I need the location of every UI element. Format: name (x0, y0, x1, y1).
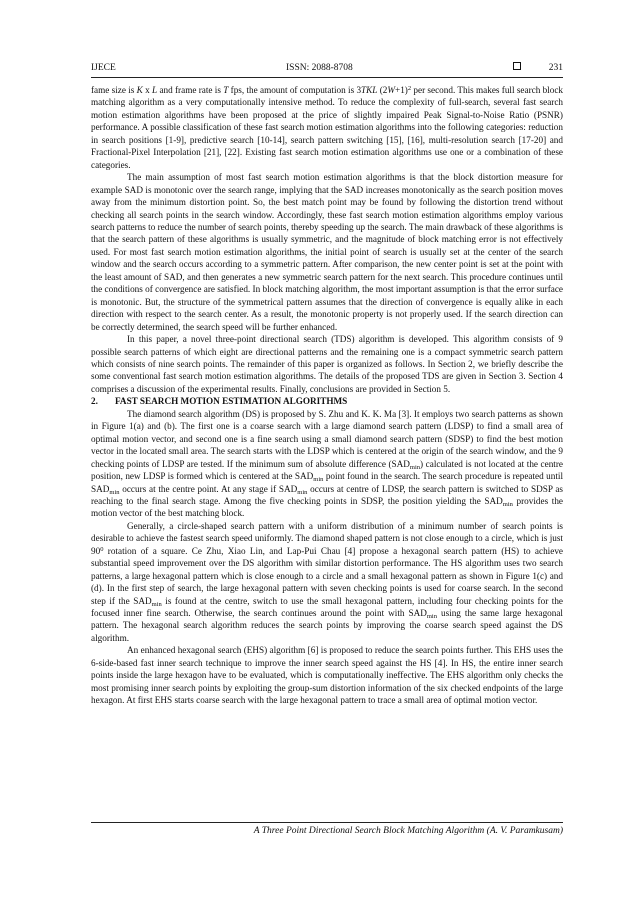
section2-paragraph-1: The diamond search algorithm (DS) is proposed by S. Zhu and K. K. Ma [3]. It employs two search patterns as shown in Figure 1(a) and (b). The first one is a coarse search with a large diamond search pattern (LDSP) to find a small area of optimal motion vector, and second one is a fine search using a small diamond search pattern (SDSP) to find the best motion vector in the located small area. The search starts with the LDSP which is centered at the origin of the search window, and the 9 checking points of LDSP are tested. If the minimum sum of absolute difference $(SAD_{min})$ calculated is not located at the centre position, new LDSP is formed which is centered at the $SAD_{min}$ point found in the search. The search procedure is repeated until $SAD_{min}$ occurs at the centre point. At any stage if $SAD_{min}$ occurs at centre of LDSP, the search pattern is switched to SDSP as reaching to the final search stage. Among the five checking points in SDSP, the position yielding the $SAD_{min}$ provides the motion vector of the best matching block. (91, 408, 564, 519)
intro-paragraph-3: In this paper, a novel three-point directional search (TDS) algorithm is developed. This algorithm consists of 9 possible search patterns of which eight are directional patterns and the remaining one is a compact symmetric search pattern which consists of nine search points. The remainder of this paper is organized as follows. In Section 2, we briefly describe the some conventional fast search motion estimation algorithms. The details of the proposed TDS are given in Section 3. Section 4 comprises a discussion of the experimental results. Finally, conclusions are provided in Section 5. (91, 334, 563, 394)
intro-paragraph-1: fame size is K x L and frame rate is T fps, the amount of computation is 3TKL $(2W+1)^2$ per second. This makes full search block matching algorithm as a very computationally intensive method. To reduce the complexity of full-search, several fast search motion estimation algorithms have been proposed at the price of slightly impaired Peak Signal-to-Noise Ratio (PSNR) performance. A possible classification of these fast search motion estimation algorithms into the following categories: reduction in search positions [1-9], predictive search [10-14], search pattern switching [15], [16], multi-resolution search [17-20] and Fractional-Pixel Interpolation [21], [22]. Existing fast search motion estimation algorithms use one or a combination of these categories. (91, 85, 564, 170)
section2-paragraph-2: Generally, a circle-shaped search pattern with a uniform distribution of a minimum number of search points is desirable to achieve the fastest search speed uniformly. The diamond shaped pattern is not close enough to a circle, which is just $90^0$ rotation of a square. Ce Zhu, Xiao Lin, and Lap-Pui Chau [4] propose a hexagonal search pattern (HS) to achieve substantial speed improvement over the DS algorithm with similar distortion performance. The HS algorithm uses two search patterns, a large hexagonal pattern which is close enough to a circle and a small hexagonal pattern as shown in Figure 1(c) and (d). In the first step of search, the large hexagonal pattern with seven checking points is used for coarse search. In the second step if the $SAD_{min}$ is found at the centre, switch to use the small hexagonal pattern, including four checking points for the focused inner fine search. Otherwise, the search continues around the point with $SAD_{min}$ using the same large hexagonal pattern. The hexagonal search algorithm reduces the search points by improving the coarse search speed against the DS algorithm. (91, 520, 564, 643)
page-number: 231 (548, 63, 563, 73)
issn: ISSN: 2088-8708 (286, 63, 353, 73)
journal-name: IJECE (91, 63, 116, 73)
running-footer: A Three Point Directional Search Block Matching Algorithm (A. V. Paramkusam) (253, 826, 563, 836)
running-header (91, 61, 563, 75)
section2-paragraph-3: An enhanced hexagonal search (EHS) algorithm [6] is proposed to reduce the search points further. This EHS uses the 6-side-based fast inner search technique to improve the inner search speed against the HS [4]. In HS, the entire inner search points inside the large hexagon have to be evaluated, which is computationally ineffective. The EHS algorithm only checks the most promising inner search points by exploiting the group-sum distortion information of the six checked endpoints of the large hexagon. At first EHS starts coarse search with the large hexagonal pattern to trace a small area of optimal motion vector. (91, 645, 563, 706)
footer-rule (91, 822, 563, 823)
section-title: FAST SEARCH MOTION ESTIMATION ALGORITHMS (115, 396, 348, 407)
header-rule (91, 77, 563, 78)
main-text (91, 84, 563, 707)
checkbox-square-icon (513, 62, 521, 70)
section-heading (91, 395, 563, 407)
intro-paragraph-2: The main assumption of most fast search motion estimation algorithms is that the block distortion measure for example SAD is monotonic over the search range, implying that the SAD increases monotonically as the search position moves away from the minimum distortion point. So, the best match point may be found by following the distortion trend without checking all search points in the search window. Accordingly, these fast search motion estimation algorithms employ various search patterns to reduce the number of search points, thereby speeding up the search. The main drawback of these algorithms is that the search pattern of these algorithms is usually symmetric, and the magnitude of block matching error is not effectively used. For most fast search motion estimation algorithms, the initial point of search is usually set at the center of the search window and the search occurs according to a symmetric pattern. After comparison, the new center point is set at the point with the least amount of SAD, and then generates a new symmetric search pattern for the next search. This procedure continues until the conditions of convergence are satisfied. In block matching algorithm, the most important assumption is that the error surface is monotonic. But, the structure of the symmetrical pattern assumes that the direction of convergence is equally alike in each direction with respect to the search center. As a result, the monotonic property is not properly used. If the search direction can be correctly determined, the search speed will be further enhanced. (91, 172, 563, 332)
section-number: 2. (91, 396, 98, 407)
